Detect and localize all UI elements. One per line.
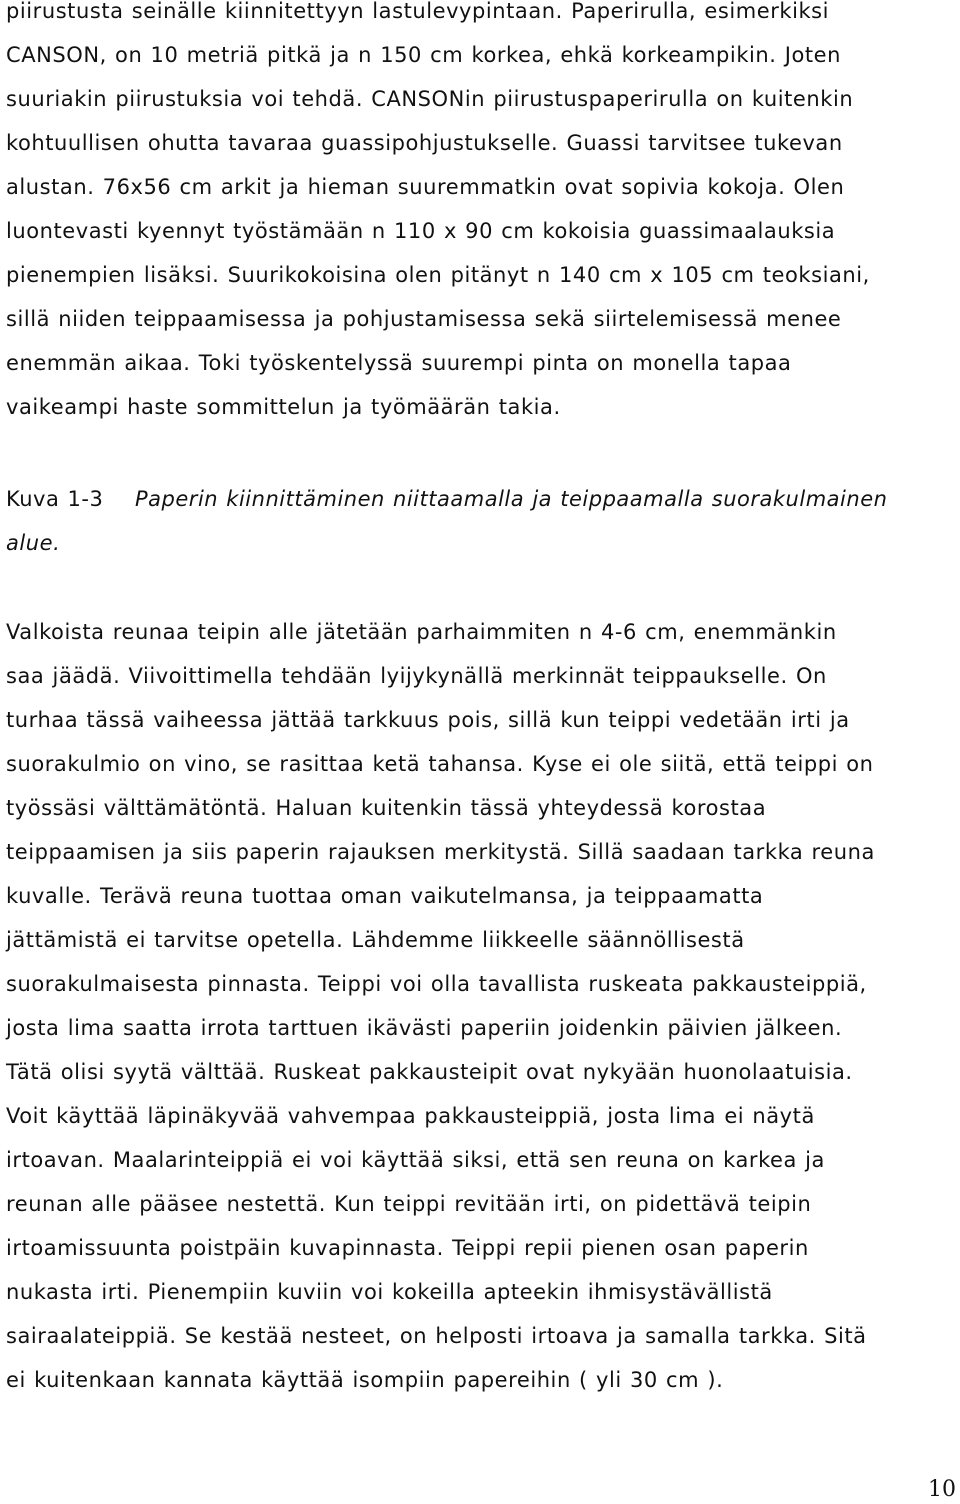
text-line: vaikeampi haste sommittelun ja työmäärän takia. [6,395,561,419]
text-line: teippaamisen ja siis paperin rajauksen merkitystä. Sillä saadaan tarkka reuna [6,840,875,864]
text-line: Voit käyttää läpinäkyvää vahvempaa pakkausteippiä, josta lima ei näytä [6,1104,815,1128]
text-line: josta lima saatta irrota tarttuen ikävästi paperiin joidenkin päivien jälkeen. [6,1016,843,1040]
caption-continuation: alue. [6,531,61,555]
text-line: alustan. 76x56 cm arkit ja hieman suuremmatkin ovat sopivia kokoja. Olen [6,175,845,199]
text-line: irtoavan. Maalarinteippiä ei voi käyttää siksi, että sen reuna on karkea ja [6,1148,825,1172]
text-line: Valkoista reunaa teipin alle jätetään parhaimmiten n 4-6 cm, enemmänkin [6,620,837,644]
text-line: reunan alle pääsee nestettä. Kun teippi revitään irti, on pidettävä teipin [6,1192,812,1216]
text-line: Tätä olisi syytä välttää. Ruskeat pakkausteipit ovat nykyään huonolaatuisia. [6,1060,853,1084]
text-line: luontevasti kyennyt työstämään n 110 x 90 cm kokoisia guassimaalauksia [6,219,836,243]
text-line: CANSON, on 10 metriä pitkä ja n 150 cm korkea, ehkä korkeampikin. Joten [6,43,841,67]
text-line: sairaalateippiä. Se kestää nesteet, on helposti irtoava ja samalla tarkka. Sitä [6,1324,867,1348]
text-line: suuriakin piirustuksia voi tehdä. CANSONin piirustuspaperirulla on kuitenkin [6,87,854,111]
text-line: piirustusta seinälle kiinnitettyyn lastulevypintaan. Paperirulla, esimerkiksi [6,0,830,23]
caption-text: Paperin kiinnittäminen niittaamalla ja teippaamalla suorakulmainen [135,487,888,511]
caption-line [6,485,958,513]
text-line: suorakulmio on vino, se rasittaa ketä tahansa. Kyse ei ole siitä, että teippi on [6,752,874,776]
text-line: suorakulmaisesta pinnasta. Teippi voi olla tavallista ruskeata pakkausteippiä, [6,972,867,996]
text-line: pienempien lisäksi. Suurikokoisina olen pitänyt n 140 cm x 105 cm teoksiani, [6,263,870,287]
text-line: kuvalle. Terävä reuna tuottaa oman vaikutelmansa, ja teippaamatta [6,884,764,908]
text-line: sillä niiden teippaamisessa ja pohjustamisessa sekä siirtelemisessä menee [6,307,842,331]
text-line: saa jäädä. Viivoittimella tehdään lyijykynällä merkinnät teippaukselle. On [6,664,827,688]
page-number: 10 [928,1477,956,1502]
text-line: kohtuullisen ohutta tavaraa guassipohjustukselle. Guassi tarvitsee tukevan [6,131,843,155]
text-line: nukasta irti. Pienempiin kuviin voi kokeilla apteekin ihmisystävällistä [6,1280,773,1304]
text-line: työssäsi välttämätöntä. Haluan kuitenkin tässä yhteydessä korostaa [6,796,767,820]
text-line: turhaa tässä vaiheessa jättää tarkkuus pois, sillä kun teippi vedetään irti ja [6,708,850,732]
text-line: enemmän aikaa. Toki työskentelyssä suurempi pinta on monella tapaa [6,351,792,375]
text-line: jättämistä ei tarvitse opetella. Lähdemme liikkeelle säännöllisestä [6,928,745,952]
text-line: irtoamissuunta poistpäin kuvapinnasta. Teippi repii pienen osan paperin [6,1236,809,1260]
caption-label: Kuva 1-3 [6,487,104,511]
text-line: ei kuitenkaan kannata käyttää isompiin papereihin ( yli 30 cm ). [6,1368,724,1392]
